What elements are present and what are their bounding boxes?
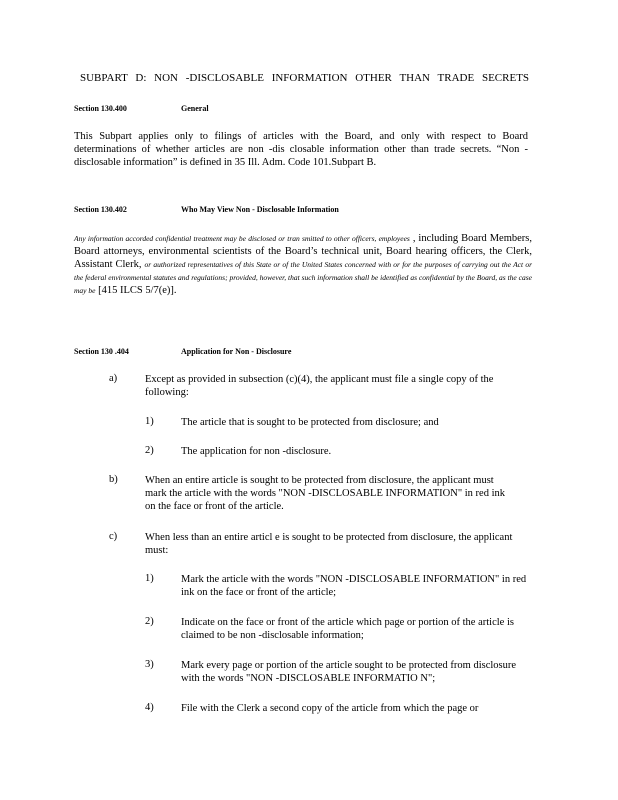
item-c1-text: Mark the article with the words "NON -DISCLOSABLE INFORMATION" in red ink on the face or front of the article; bbox=[181, 574, 527, 598]
rule-text: , including Board Members, Board attorneys, environmental scientists of the Board’s technical unit, Board hearing officers, the Clerk, Assistant Clerk, bbox=[74, 233, 533, 270]
item-c3-text: Mark every page or portion of the article sought to be protected from disclosure with the words "NON -DISCLOSABLE INFORMATIO N"; bbox=[181, 660, 517, 684]
item-label: 3) bbox=[145, 659, 154, 670]
section-number: Section 130 .404 bbox=[74, 347, 129, 356]
section-130-400-heading bbox=[74, 104, 209, 113]
item-label: 1) bbox=[145, 416, 154, 427]
citation: [415 ILCS 5/7(e)]. bbox=[98, 285, 177, 296]
item-label: 2) bbox=[145, 616, 154, 627]
section-title: Application for Non - Disclosure bbox=[181, 347, 292, 356]
section-number: Section 130.402 bbox=[74, 205, 127, 214]
item-label: 4) bbox=[145, 702, 154, 713]
section-title: Who May View Non - Disclosable Information bbox=[181, 205, 339, 214]
item-label: 2) bbox=[145, 445, 154, 456]
item-a-text: Except as provided in subsection (c)(4), the applicant must file a single copy of the following: bbox=[145, 374, 494, 398]
subpart-heading: SUBPART D: NON -DISCLOSABLE INFORMATION OTHER THAN TRADE SECRETS bbox=[80, 72, 530, 84]
section-title: General bbox=[181, 104, 209, 113]
item-label: a) bbox=[109, 373, 118, 384]
who-may-view-paragraph bbox=[74, 232, 532, 297]
statutory-italic-text: Any information accorded confidential treatment may be disclosed or tran smitted to other officers, employees bbox=[74, 234, 410, 243]
item-label: c) bbox=[109, 531, 118, 542]
section-number: Section 130.400 bbox=[74, 104, 127, 113]
general-paragraph: This Subpart applies only to filings of articles with the Board, and only with respect to Board determinations of whether articles are non -dis closable information other than trade secrets. “Non -disclosable information” is defined in 35 Ill. Adm. Code 101.Subpart B. bbox=[74, 131, 528, 168]
statutory-italic-text: or authorized representatives of this State or of the United States concerned with or for the purposes of carrying out the Act or the federal environmental statutes and regulations; provided, however, that such information shall be identified as confidential by the Board, as the case may be bbox=[74, 260, 532, 295]
item-c-text: When less than an entire articl e is sought to be protected from disclosure, the applicant must: bbox=[145, 532, 513, 556]
item-label: 1) bbox=[145, 573, 154, 584]
item-a1-text: The article that is sought to be protected from disclosure; and bbox=[181, 417, 439, 428]
item-label: b) bbox=[109, 474, 118, 485]
item-a2-text: The application for non -disclosure. bbox=[181, 446, 332, 457]
section-130-404-heading bbox=[74, 347, 291, 356]
item-c4-text: File with the Clerk a second copy of the article from which the page or bbox=[181, 703, 479, 714]
item-c2-text: Indicate on the face or front of the article which page or portion of the article is claimed to be non -disclosable information; bbox=[181, 617, 514, 641]
section-130-402-heading bbox=[74, 205, 339, 214]
item-b-text: When an entire article is sought to be protected from disclosure, the applicant must mark the article with the words "NON -DISCLOSABLE INFORMATION" in red ink on the face or front of the article. bbox=[145, 475, 505, 512]
